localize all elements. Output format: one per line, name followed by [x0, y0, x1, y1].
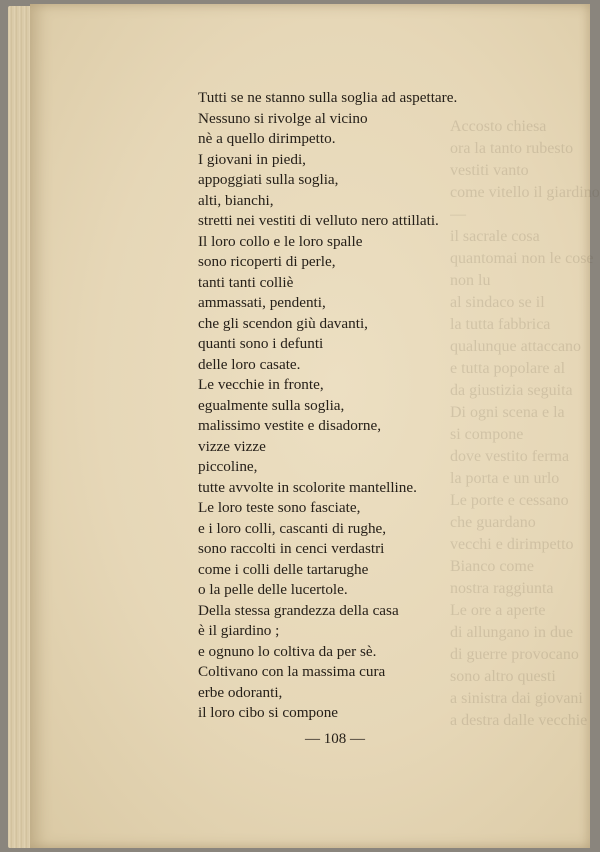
- poem-line: appoggiati sulla soglia,: [198, 171, 339, 188]
- poem-line: stretti nei vestiti di velluto nero attillati.: [198, 212, 439, 229]
- poem-line: Della stessa grandezza della casa: [198, 601, 399, 619]
- poem-line: ammassati, pendenti,: [198, 294, 326, 311]
- bleed-through-text: Accosto chiesa ora la tanto rubesto vestiti vanto come vitello il giardino — il sacrale cosa quantomai non le cose non lu al sindaco se il la tutta fabbrica qualunque attaccano e tutta popolare al da giustizia seguita Di ogni scena e la si compone dove vestito ferma la porta e un urlo Le porte e cessano che guardano vecchi e dirimpetto Bianco come nostra raggiunta Le ore a aperte di allungano in due di guerre provocano sono altro questi a sinistra dai giovani a destra dalle vecchie: [450, 118, 600, 729]
- poem-text: [198, 88, 558, 724]
- poem-line: tanti tanti colliè: [198, 273, 294, 291]
- poem-line: sono raccolti in cenci verdastri: [198, 540, 385, 557]
- poem-line: sono ricoperti di perle,: [198, 253, 336, 270]
- poem-line: nè a quello dirimpetto.: [198, 130, 336, 147]
- poem-line: quanti sono i defunti: [198, 335, 324, 352]
- poem-line: alti, bianchi,: [198, 191, 274, 209]
- poem-line: piccoline,: [198, 458, 258, 475]
- poem-line: malissimo vestite e disadorne,: [198, 417, 382, 434]
- poem-line: delle loro casate.: [198, 355, 301, 373]
- poem-line: Le loro teste sono fasciate,: [198, 499, 361, 516]
- poem-line: o la pelle delle lucertole.: [198, 581, 348, 598]
- poem-line: I giovani in piedi,: [198, 150, 306, 168]
- poem-line: tutte avvolte in scolorite mantelline.: [198, 478, 417, 496]
- poem-line: vizze vizze: [198, 437, 266, 455]
- poem-line: Il loro collo e le loro spalle: [198, 232, 363, 250]
- poem-line: il loro cibo si compone: [198, 704, 339, 721]
- poem-line: egualmente sulla soglia,: [198, 396, 345, 414]
- poem-line: che gli scendon giù davanti,: [198, 314, 368, 332]
- page-number: — 108 —: [305, 731, 365, 747]
- poem-line: come i colli delle tartarughe: [198, 560, 369, 578]
- poem-line: erbe odoranti,: [198, 683, 283, 701]
- poem-line: e ognuno lo coltiva da per sè.: [198, 642, 377, 660]
- poem-line: Le vecchie in fronte,: [198, 376, 324, 393]
- poem-line: Nessuno si rivolge al vicino: [198, 109, 368, 127]
- poem-line: e i loro colli, cascanti di rughe,: [198, 519, 387, 537]
- poem-line: è il giardino ;: [198, 622, 280, 639]
- poem-line: Coltivano con la massima cura: [198, 663, 386, 680]
- poem-line: Tutti se ne stanno sulla soglia ad aspettare.: [198, 89, 458, 106]
